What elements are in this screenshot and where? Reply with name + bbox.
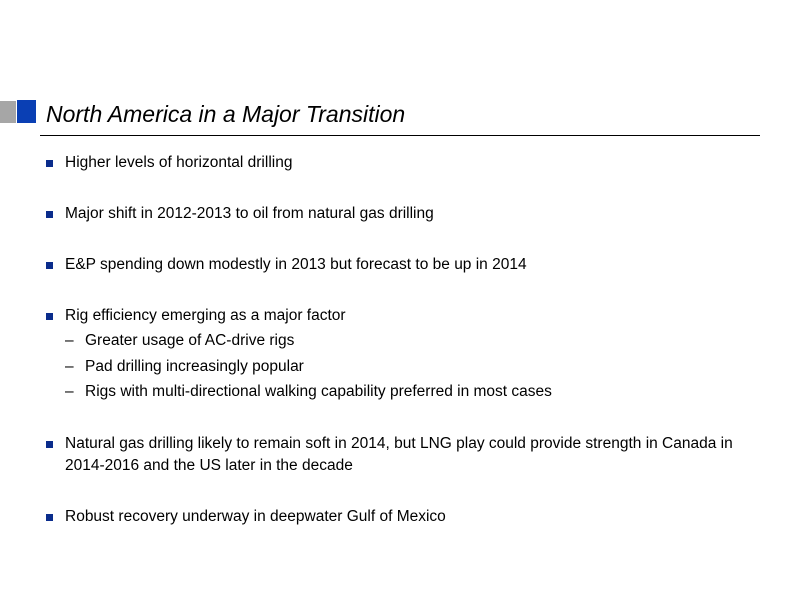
- dash-icon: –: [65, 383, 74, 400]
- bullet-text: E&P spending down modestly in 2013 but forecast to be up in 2014: [65, 256, 527, 273]
- bullet-text: Rig efficiency emerging as a major factor: [65, 307, 346, 324]
- bullet-text: Natural gas drilling likely to remain soft in 2014, but LNG play could provide strength in Canada in 2014-2016 and the US later in the decade: [65, 435, 733, 474]
- sub-bullet-text: Pad drilling increasingly popular: [85, 358, 304, 375]
- dash-icon: –: [65, 332, 74, 349]
- bullet-square-icon: [46, 514, 53, 521]
- slide-title: North America in a Major Transition: [46, 101, 406, 127]
- sub-bullet-text: Rigs with multi-directional walking capability preferred in most cases: [85, 383, 552, 400]
- bullet-square-icon: [46, 160, 53, 167]
- bullet-text: Major shift in 2012-2013 to oil from natural gas drilling: [65, 205, 434, 222]
- title-divider: [40, 135, 760, 136]
- bullet-square-icon: [46, 441, 53, 448]
- bullet-square-icon: [46, 211, 53, 218]
- bullet-text: Higher levels of horizontal drilling: [65, 154, 293, 171]
- title-accent-blue-block: [17, 100, 36, 123]
- bullet-text: Robust recovery underway in deepwater Gulf of Mexico: [65, 508, 446, 525]
- title-accent-grey-block: [0, 101, 16, 123]
- bullet-square-icon: [46, 262, 53, 269]
- dash-icon: –: [65, 358, 74, 375]
- sub-bullet-text: Greater usage of AC-drive rigs: [85, 332, 295, 349]
- bullet-square-icon: [46, 313, 53, 320]
